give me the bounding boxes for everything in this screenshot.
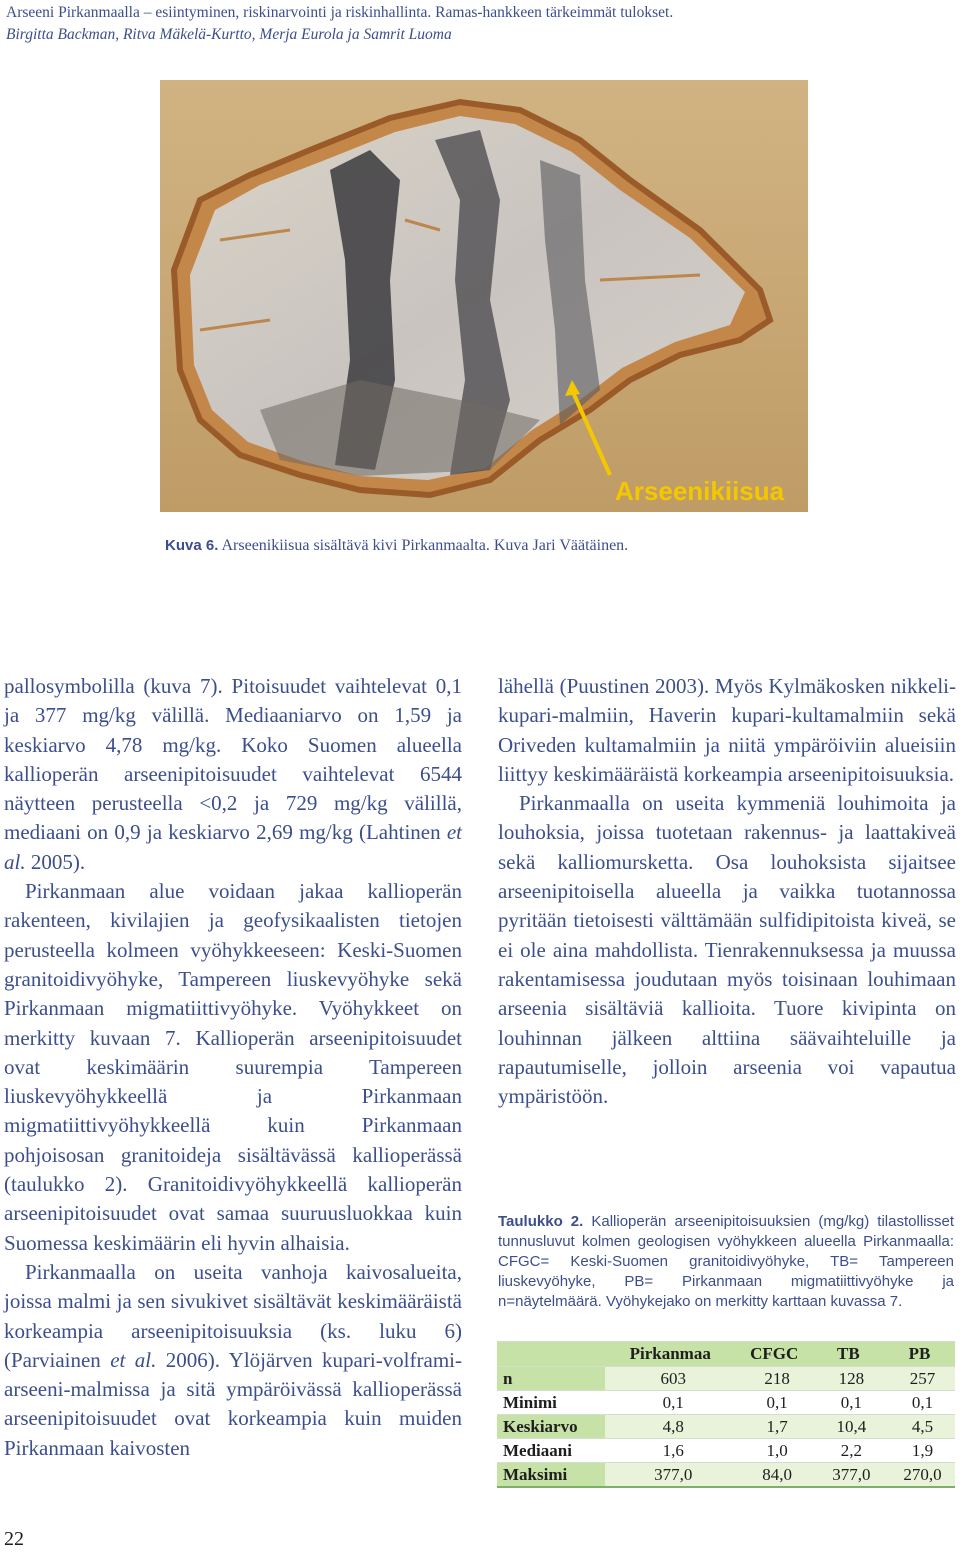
table-caption <box>498 1212 954 1312</box>
table-cell: 10,4 <box>813 1415 884 1439</box>
table-row <box>497 1391 955 1415</box>
running-head <box>6 2 673 46</box>
figure-caption-prefix: Kuva 6. <box>165 537 219 554</box>
table-header-cell: Pirkanmaa <box>605 1342 735 1367</box>
table-cell: 1,7 <box>735 1415 812 1439</box>
table-cell: 0,1 <box>884 1391 955 1415</box>
table-cell: 0,1 <box>605 1391 735 1415</box>
left-paragraph-1 <box>4 672 462 877</box>
table-cell: 1,0 <box>735 1439 812 1463</box>
left-p3-em: et al. <box>110 1347 157 1372</box>
rock-photo <box>160 80 808 512</box>
left-p3-text: Pirkanmaalla on useita vanhoja kaivosalueita, joissa malmi ja sen sivukivet sisältävät keskimääräistä korkeampia arseenipitoisuuksia (ks. luku 6) (Parviainen <box>4 1259 462 1372</box>
table-cell: 4,8 <box>605 1415 735 1439</box>
running-head-authors: Birgitta Backman, Ritva Mäkelä-Kurtto, Merja Eurola ja Samrit Luoma <box>6 26 452 43</box>
running-head-title: Arseeni Pirkanmaalla – esiintyminen, riskinarvointi ja riskinhallinta. Ramas-hankkeen tärkeimmät tulokset. <box>6 4 674 21</box>
table-caption-text: Kallioperän arseenipitoisuuksien (mg/kg) tilastollisset tunnusluvut kolmen geologisen vyöhykkeen alueella Pirkanmaalla: CFGC= Keski-Suomen granitoidivyöhyke, TB= Tampereen liuskevyöhyke, PB= Pirkanmaan migmatiittivyöhyke ja n=näytelmäärä. Vyöhykejako on merkitty karttaan kuvassa 7. <box>498 1213 954 1310</box>
table-header-cell: TB <box>813 1342 884 1367</box>
table-cell: 1,9 <box>884 1439 955 1463</box>
figure-caption-text: Arseenikiisua sisältävä kivi Pirkanmaalta. Kuva Jari Väätäinen. <box>218 537 629 554</box>
table-row-label: n <box>497 1367 605 1391</box>
table-cell: 128 <box>813 1367 884 1391</box>
table-row <box>497 1439 955 1463</box>
left-p3-end: 2006). Ylöjärven kupari-volframi-arseeni-malmissa ja sitä ympäröivässä kallioperässä arseenipitoisuudet ovat korkeampia kuin muiden Pirkanmaan kaivosten <box>4 1347 462 1460</box>
arseenikiisua-label: Arseenikiisua <box>615 476 785 506</box>
left-p1-em: et al. <box>4 820 462 874</box>
left-p1-end: 2005). <box>25 849 86 874</box>
table-cell: 0,1 <box>813 1391 884 1415</box>
table-cell: 84,0 <box>735 1463 812 1488</box>
table-row <box>497 1367 955 1391</box>
left-paragraph-2: Pirkanmaan alue voidaan jakaa kallioperän rakenteen, kivilajien ja geofysikaalisten tietojen perusteella kolmeen vyöhykkeeseen: Keski-Suomen granitoidivyöhyke, Tampereen liuskevyöhyke sekä Pirkanmaan migmatiittivyöhyke. Vyöhykkeet on merkitty kuvaan 7. Kallioperän arseenipitoisuudet ovat keskimäärin suurempia Tampereen liuskevyöhykkeellä ja Pirkanmaan migmatiittivyöhykkeellä kuin Pirkanmaan pohjoisosan granitoideja sisältävässä kallioperässä (taulukko 2). Granitoidivyöhykkeellä kallioperän arseenipitoisuudet ovat samaa suuruusluokkaa kuin Suomessa keskimäärin eli hyvin alhaisia. <box>4 879 462 1255</box>
table-header-cell: CFGC <box>735 1342 812 1367</box>
right-paragraph-1: lähellä (Puustinen 2003). Myös Kylmäkosken nikkeli-kupari-malmiin, Haverin kupari-kultamalmiin sekä Oriveden kultamalmiin ja niitä ympäröiviin alueisiin liittyy keskimääräistä korkeampia arseenipitoisuuksia. <box>498 674 956 786</box>
right-paragraph-2: Pirkanmaalla on useita kymmeniä louhimoita ja louhoksia, joissa tuotetaan rakennus- ja laattakiveä sekä kalliomursketta. Osa louhoksista sijaitsee arseenipitoisella alueella ja vaikka tuotannossa pyritään tietoisesti välttämään sulfidipitoista kiveä, se ei ole aina mahdollista. Tienrakennuksessa ja muussa rakentamisessa joudutaan myös toisinaan louhimaan arseenia sisältäviä kallioita. Tuore kivipinta on louhinnan jälkeen alttiina säävaihteluille ja rapautumiselle, jolloin arseenia voi vapautua ympäristöön. <box>498 791 956 1109</box>
table-row <box>497 1463 955 1488</box>
table-cell: 377,0 <box>813 1463 884 1488</box>
page-number: 22 <box>4 1528 24 1550</box>
table-cell: 1,6 <box>605 1439 735 1463</box>
left-column <box>4 672 462 1463</box>
table-row <box>497 1415 955 1439</box>
table-row-label: Mediaani <box>497 1439 605 1463</box>
table-cell: 2,2 <box>813 1439 884 1463</box>
arsenic-statistics-table <box>497 1341 955 1488</box>
table-row-label: Maksimi <box>497 1463 605 1488</box>
table-caption-prefix: Taulukko 2. <box>498 1213 584 1230</box>
left-paragraph-3 <box>4 1258 462 1463</box>
table-header-row <box>497 1342 955 1367</box>
figure-caption <box>165 537 628 555</box>
table-row-label: Keskiarvo <box>497 1415 605 1439</box>
table-cell: 257 <box>884 1367 955 1391</box>
table-cell: 218 <box>735 1367 812 1391</box>
rock-illustration <box>160 80 808 512</box>
table-header-cell <box>497 1342 605 1367</box>
table-cell: 603 <box>605 1367 735 1391</box>
table-row-label: Minimi <box>497 1391 605 1415</box>
table-cell: 0,1 <box>735 1391 812 1415</box>
table-cell: 377,0 <box>605 1463 735 1488</box>
table-cell: 270,0 <box>884 1463 955 1488</box>
left-p1-text: pallosymbolilla (kuva 7). Pitoisuudet vaihtelevat 0,1 ja 377 mg/kg välillä. Mediaaniarvo on 1,59 ja keskiarvo 4,78 mg/kg. Koko Suomen alueella kallioperän arseenipitoisuudet vaihtelevat 6544 näytteen perusteella <0,2 ja 729 mg/kg välillä, mediaani on 0,9 ja keskiarvo 2,69 mg/kg (Lahtinen <box>4 674 462 845</box>
table-cell: 4,5 <box>884 1415 955 1439</box>
table-header-cell: PB <box>884 1342 955 1367</box>
right-column <box>498 672 956 1111</box>
